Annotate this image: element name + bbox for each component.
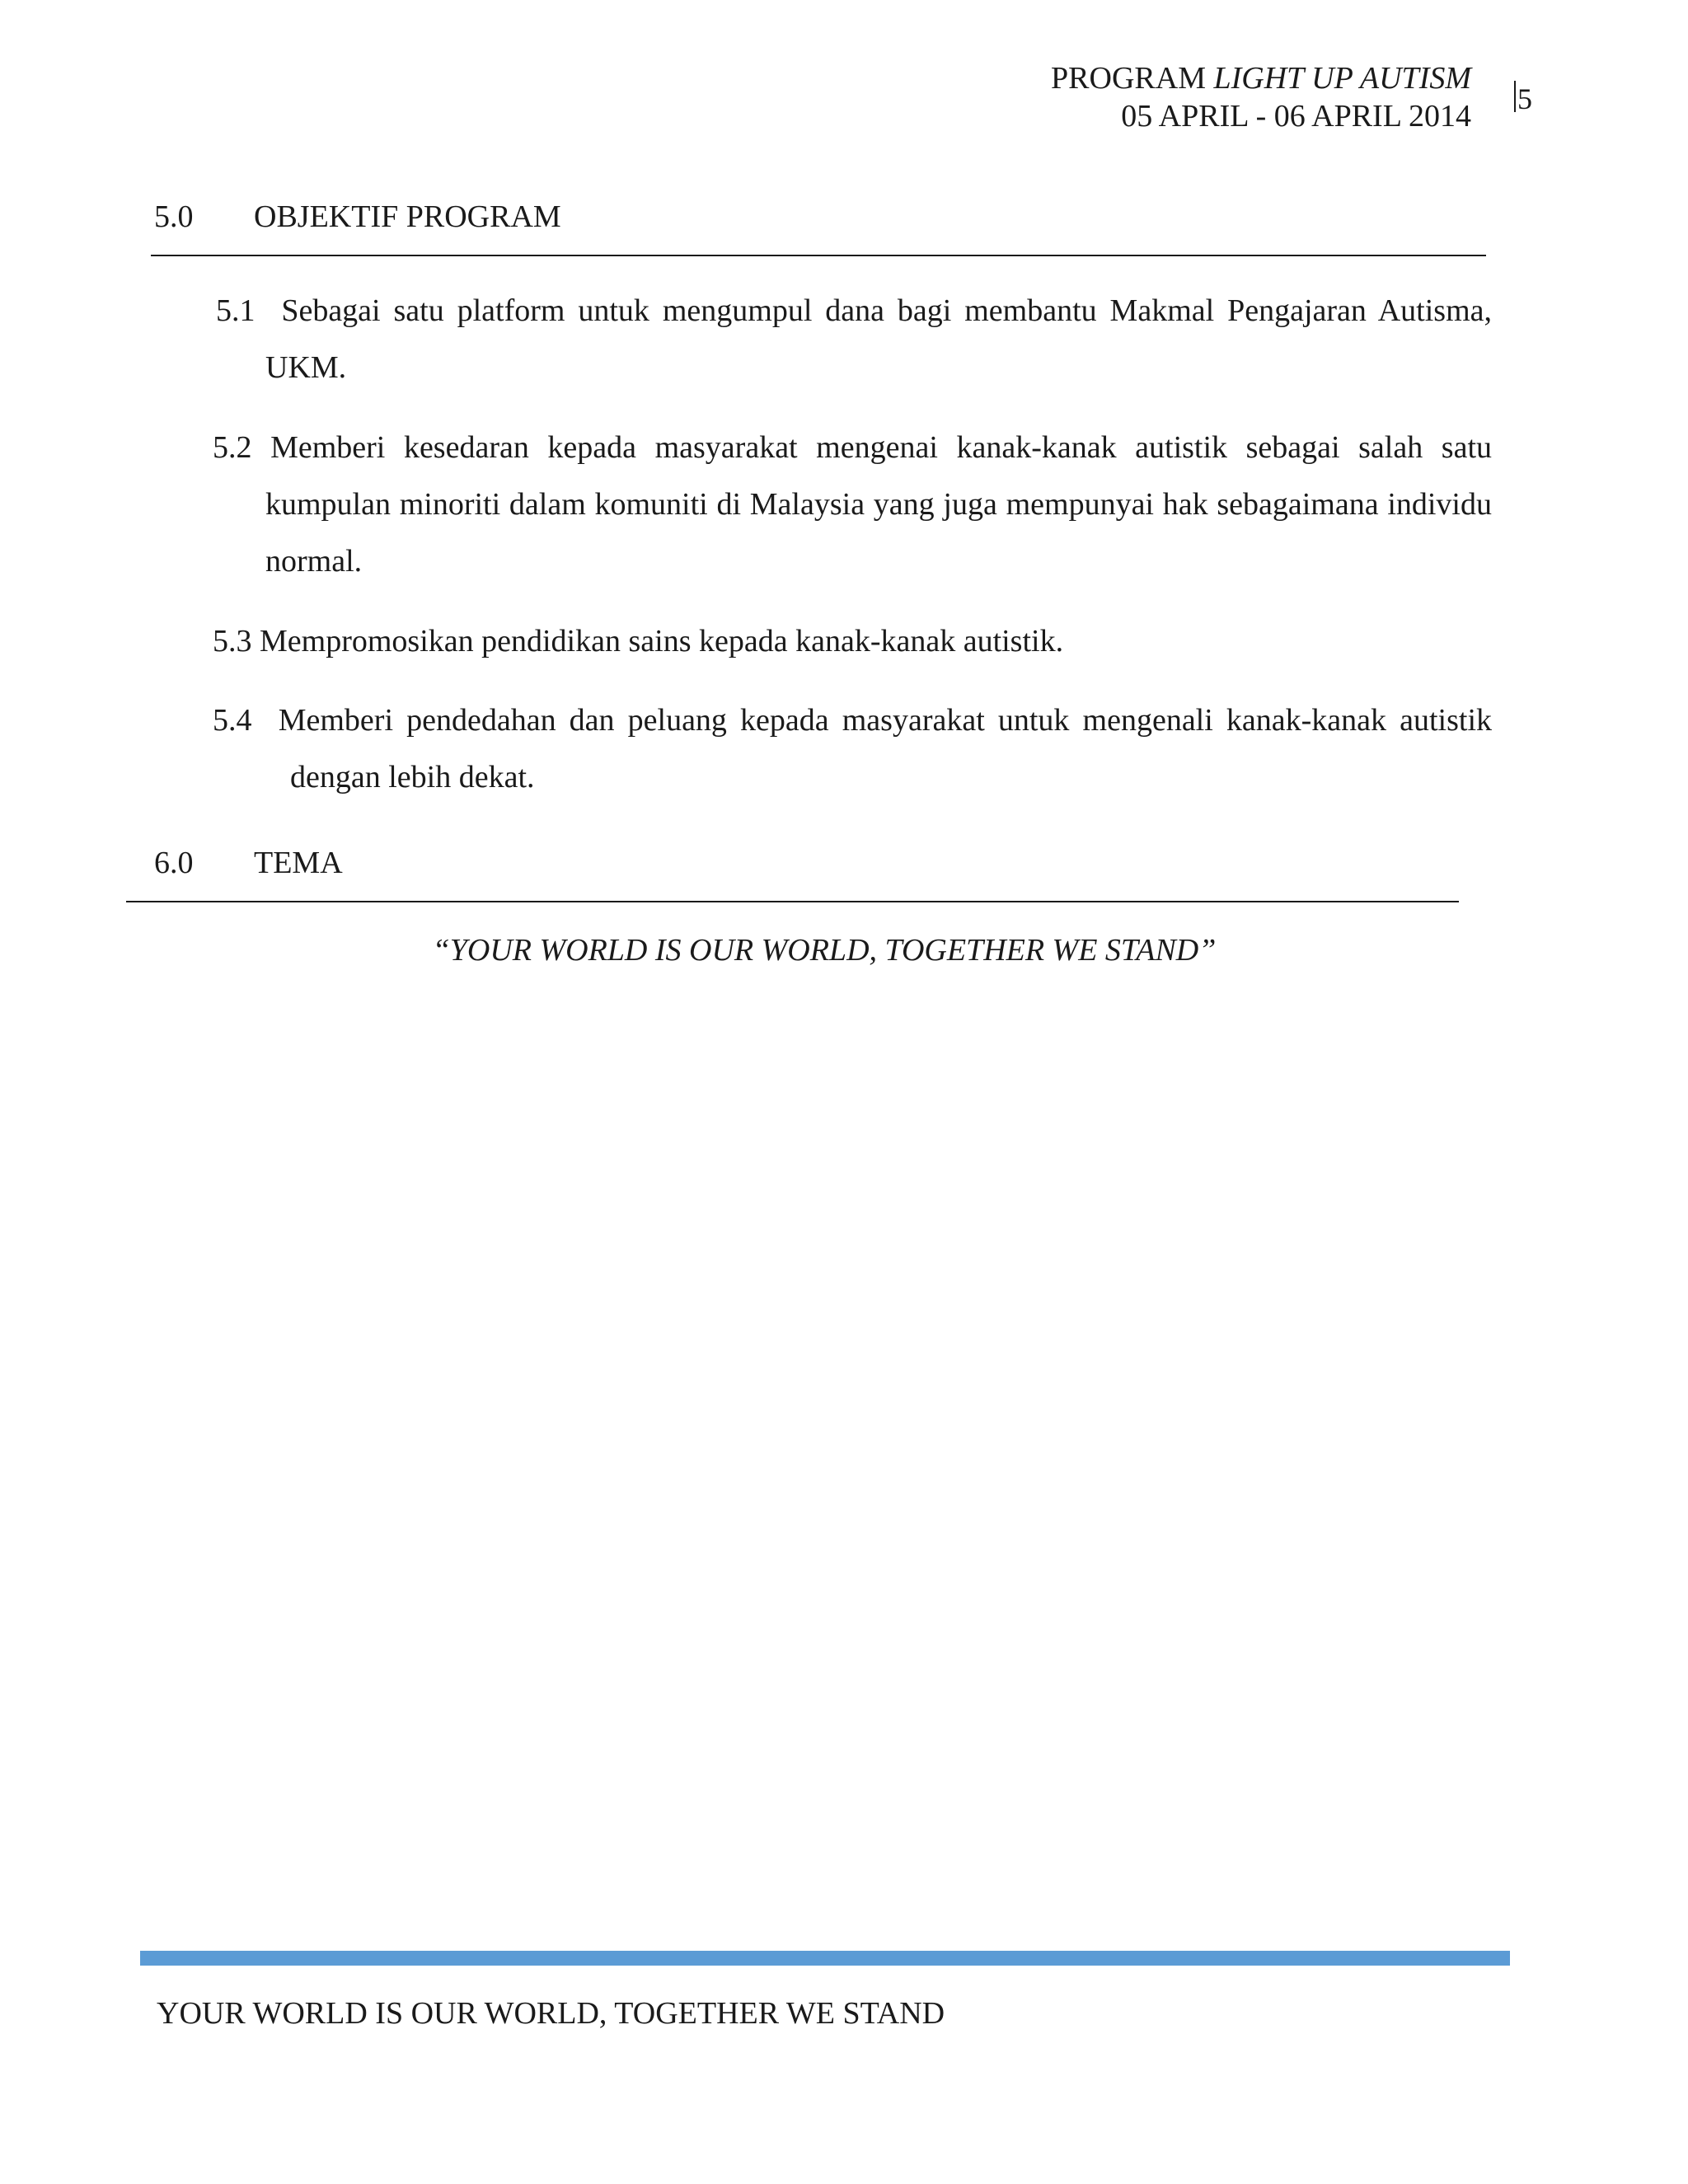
page-number-value: 5 [1517,82,1532,115]
page-number-separator [1514,81,1516,112]
section-6-rule [126,901,1459,902]
page-number [1514,81,1532,117]
header-program-title [1051,59,1471,97]
section-6-title: TEMA [254,846,343,880]
objective-item-5-3-number: 5.3 [213,624,252,658]
section-6-number: 6.0 [154,846,194,880]
objective-item-5-1-number: 5.1 [216,293,256,328]
section-5-number: 5.0 [154,199,194,234]
footer-slogan: YOUR WORLD IS OUR WORLD, TOGETHER WE STAND [157,1996,945,2031]
objective-item-5-4-number: 5.4 [213,703,252,738]
objective-item-5-4 [213,692,1492,806]
objective-item-5-1-text: Sebagai satu platform untuk mengumpul dana bagi membantu Makmal Pengajaran Autisma, UKM. [265,293,1492,385]
section-5-title: OBJEKTIF PROGRAM [254,199,561,234]
header-program-prefix: PROGRAM [1051,61,1214,96]
objective-item-5-2-number: 5.2 [213,430,252,465]
objective-item-5-3-text: Mempromosikan pendidikan sains kepada kanak-kanak autistik. [260,624,1064,658]
objective-item-5-4-text: Memberi pendedahan dan peluang kepada masyarakat untuk mengenali kanak-kanak autistik dengan lebih dekat. [278,703,1493,794]
objective-item-5-2-text: Memberi kesedaran kepada masyarakat mengenai kanak-kanak autistik sebagai salah satu kumpulan minoriti dalam komuniti di Malaysia yang juga mempunyai hak sebagaimana individu normal. [265,430,1492,579]
objective-item-5-3 [213,613,1492,670]
header-program-name: LIGHT UP AUTISM [1213,61,1471,96]
footer-accent-bar [140,1951,1510,1966]
theme-quote: “YOUR WORLD IS OUR WORLD, TOGETHER WE STAND” [432,933,1217,968]
objective-item-5-2 [213,419,1492,590]
section-5-rule [151,255,1486,256]
objective-item-5-1 [216,283,1492,396]
header-date-range: 05 APRIL - 06 APRIL 2014 [1121,99,1471,134]
